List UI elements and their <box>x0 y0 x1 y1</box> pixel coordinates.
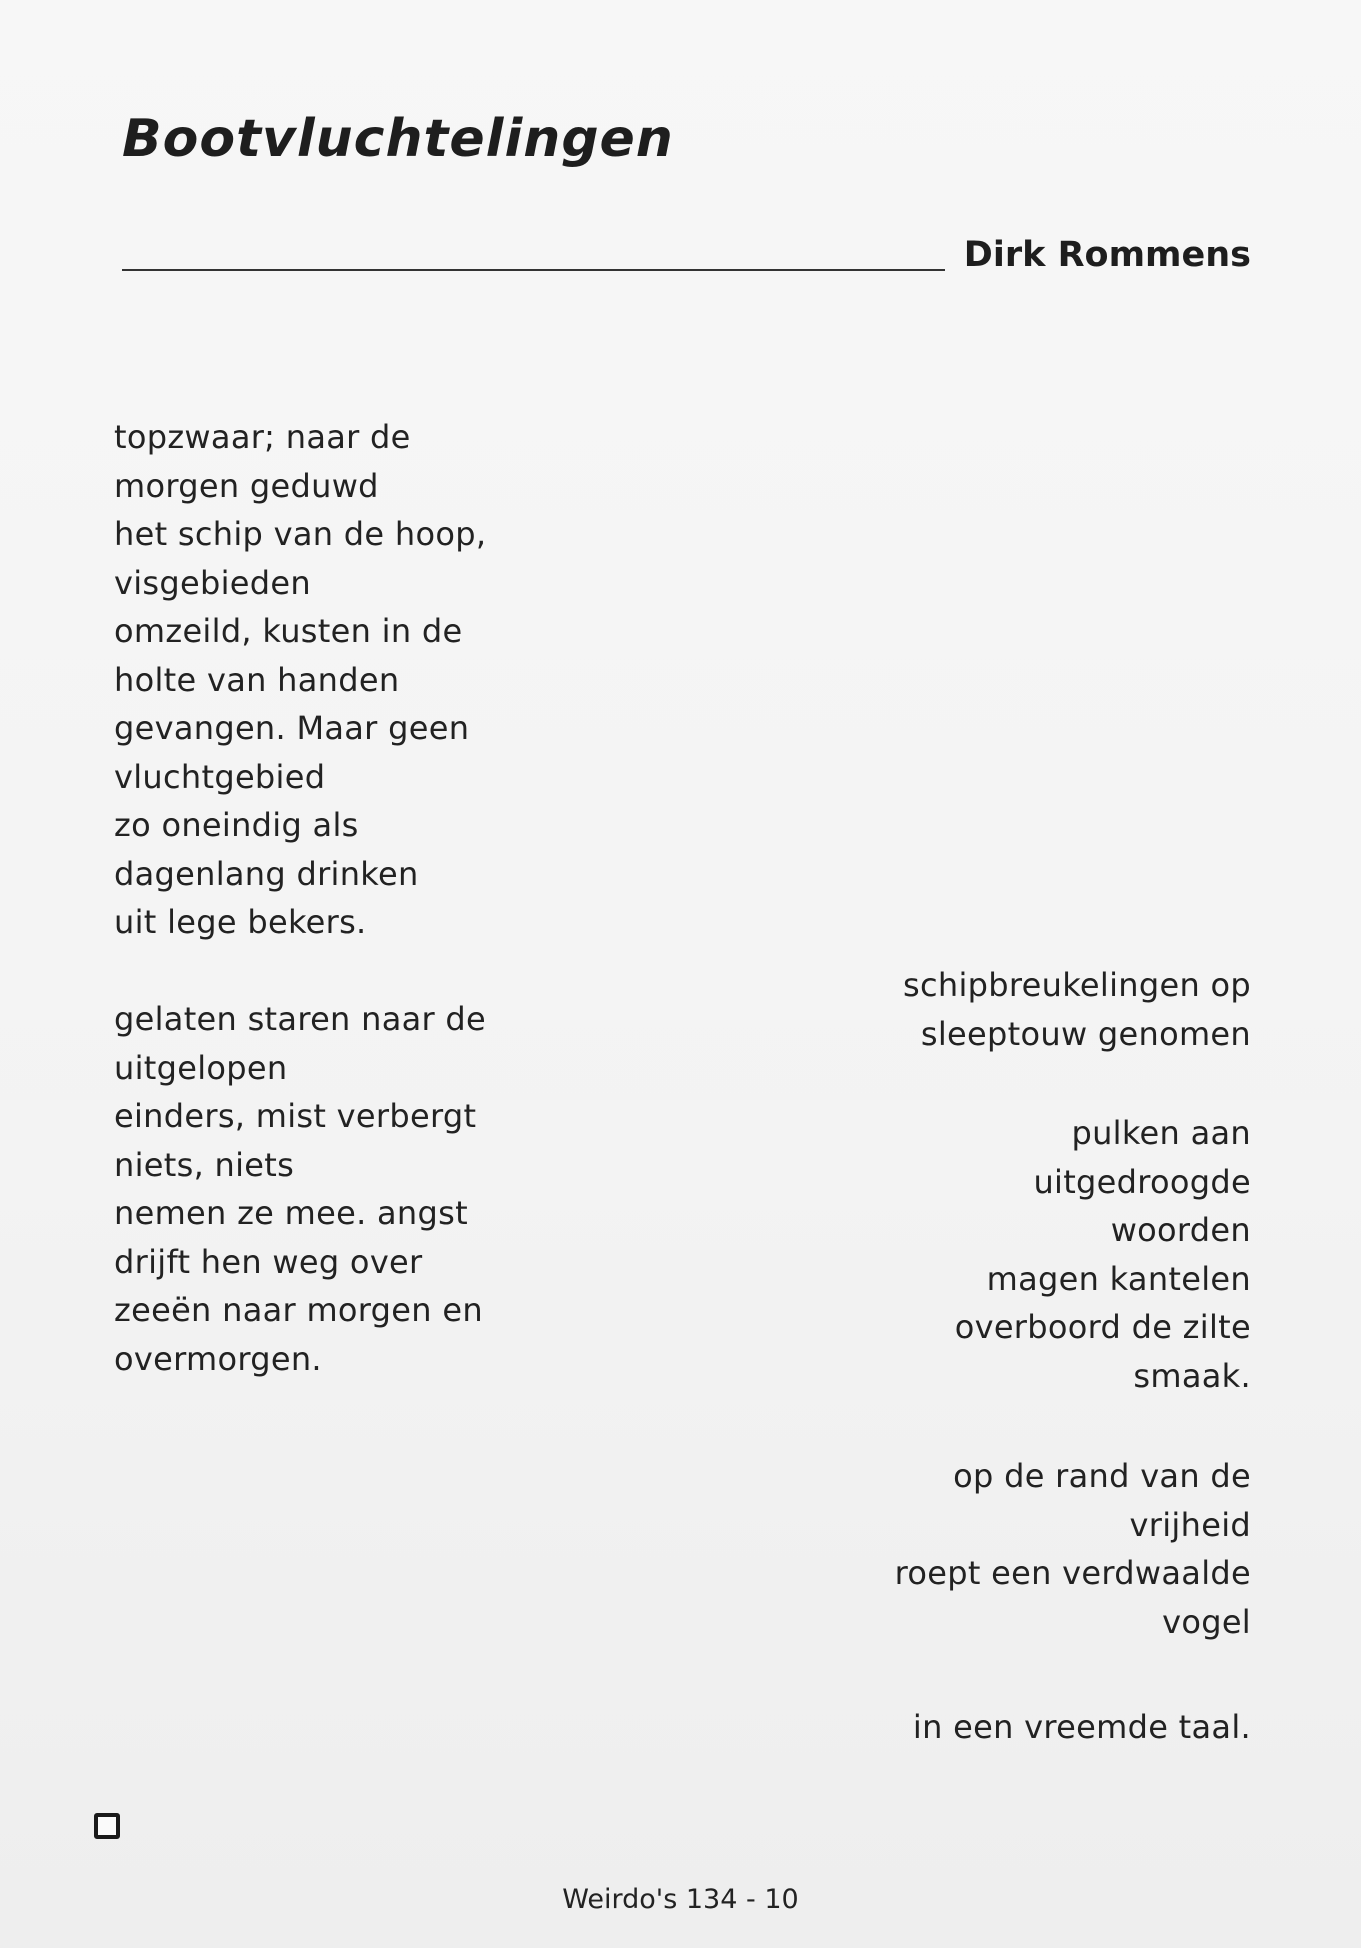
poem-line: nemen ze mee. angst <box>114 1194 468 1232</box>
poem-line: schipbreukelingen op <box>903 966 1251 1004</box>
poem-line: topzwaar; naar de <box>114 418 411 456</box>
poem-line: woorden <box>1110 1211 1251 1249</box>
poem-line: smaak. <box>1133 1356 1251 1395</box>
poem-line: vrijheid <box>1129 1505 1251 1544</box>
stanza-left-1 <box>114 413 486 947</box>
poem-line: roept een verdwaalde <box>894 1554 1251 1592</box>
poem-line: magen kantelen <box>986 1259 1251 1298</box>
poem-line: op de rand van de <box>953 1457 1251 1495</box>
poem-line: sleeptouw genomen <box>920 1014 1251 1053</box>
poem-line: zeeën naar morgen en <box>114 1291 483 1329</box>
poem-line: gelaten staren naar de <box>114 1000 487 1038</box>
poem-line: vluchtgebied <box>114 757 326 796</box>
title-rule <box>122 269 945 271</box>
poem-line: uitgelopen <box>114 1048 288 1087</box>
stanza-right-1 <box>903 961 1251 1058</box>
stanza-right-3 <box>895 1452 1251 1646</box>
poem-line: uit lege bekers. <box>114 903 367 941</box>
page-footer: Weirdo's 134 - 10 <box>562 1884 799 1915</box>
poem-line: niets, niets <box>114 1145 295 1184</box>
poem-line: uitgedroogde <box>1033 1162 1251 1201</box>
poem-line: morgen geduwd <box>114 466 379 505</box>
poem-title: Bootvluchtelingen <box>122 109 674 169</box>
poem-line: einders, mist verbergt <box>114 1097 477 1135</box>
poem-line: drijft hen weg over <box>114 1242 423 1281</box>
stanza-right-2 <box>955 1109 1251 1400</box>
poem-line: dagenlang drinken <box>114 854 419 893</box>
poem-line: vogel <box>1162 1602 1251 1641</box>
poem-line: zo oneindig als <box>114 806 359 844</box>
stanza-left-2 <box>114 995 486 1383</box>
poem-line: pulken aan <box>1071 1114 1251 1152</box>
author-name: Dirk Rommens <box>963 235 1251 275</box>
poem-line: overboord de zilte <box>954 1308 1251 1346</box>
stanza-right-4 <box>913 1703 1251 1752</box>
poem-line: gevangen. Maar geen <box>114 709 470 747</box>
poem-line: overmorgen. <box>114 1339 322 1378</box>
poem-line: het schip van de hoop, <box>114 515 487 553</box>
square-outline-icon <box>94 1813 120 1839</box>
poem-line: visgebieden <box>114 563 311 602</box>
poem-line: holte van handen <box>114 660 400 699</box>
poem-line: omzeild, kusten in de <box>114 612 463 650</box>
poem-line: in een vreemde taal. <box>912 1708 1251 1746</box>
